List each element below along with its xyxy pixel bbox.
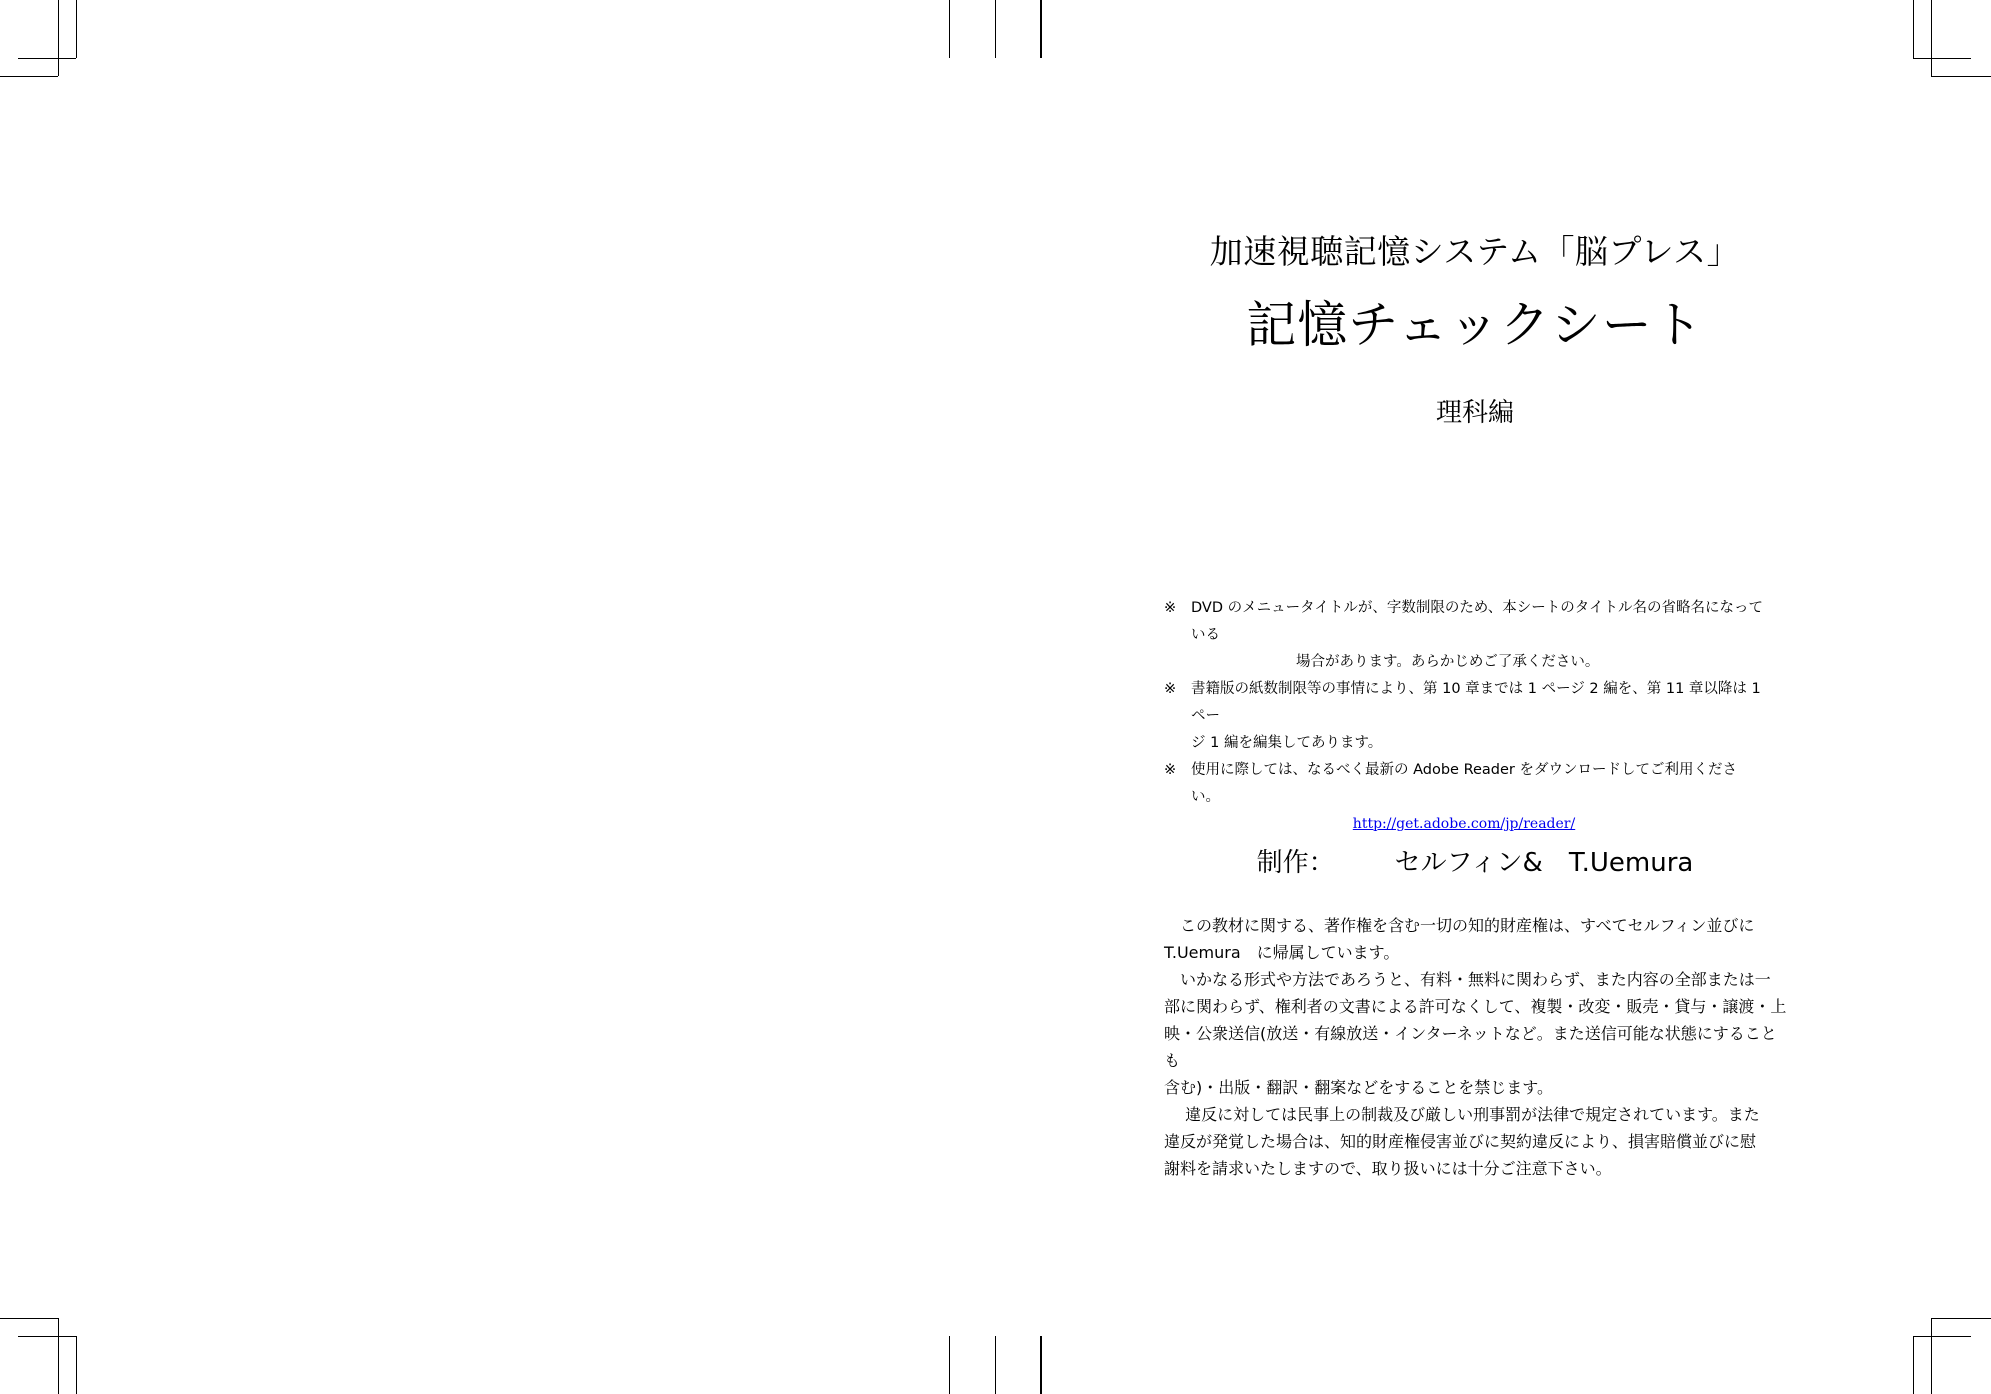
crop-mark — [949, 0, 950, 58]
page-title: 記憶チェックシート — [1246, 296, 1704, 354]
crop-mark — [1931, 1318, 1991, 1319]
note-text: 使用に際しては、なるべく最新の Adobe Reader をダウンロードしてご利用ください。 — [1191, 762, 1738, 805]
rights-line: この教材に関する、著作権を含む一切の知的財産権は、すべてセルフィン並びに — [1164, 916, 1755, 935]
crop-mark — [76, 1336, 77, 1394]
note-text: DVD のメニュータイトルが、字数制限のため、本シートのタイトル名の省略名になっている — [1191, 600, 1763, 643]
crop-mark — [58, 1318, 59, 1394]
note-item — [1164, 595, 1764, 676]
crop-mark — [1931, 1318, 1932, 1394]
note-item — [1164, 676, 1764, 757]
crop-mark — [76, 0, 77, 58]
adobe-reader-link[interactable]: http://get.adobe.com/jp/reader/ — [1352, 816, 1576, 832]
crop-mark — [1913, 58, 1971, 59]
cover-page — [1150, 0, 1800, 1394]
notes-list — [1164, 595, 1764, 838]
rights-line: いかなる形式や方法であろうと、有料・無料に関わらず、また内容の全部または一 — [1164, 970, 1771, 989]
note-mark: ※ — [1164, 600, 1177, 616]
note-mark: ※ — [1164, 762, 1177, 778]
link-row — [1164, 811, 1764, 838]
section-title: 理科編 — [1435, 398, 1514, 428]
crop-mark — [18, 58, 76, 59]
crop-mark — [1913, 1336, 1914, 1394]
rights-notice — [1164, 912, 1789, 1182]
note-mark: ※ — [1164, 681, 1177, 697]
crop-mark — [1913, 0, 1914, 58]
crop-mark — [0, 76, 58, 77]
crop-mark — [1931, 0, 1932, 76]
credit-label: 制作： — [1256, 848, 1335, 878]
crop-mark — [18, 1336, 76, 1337]
crop-mark — [1913, 1336, 1971, 1337]
credit-authors: セルフィン& T.Uemura — [1394, 848, 1694, 878]
crop-mark — [1040, 1336, 1042, 1394]
note-text: ジ 1 編を編集してあります。 — [1191, 735, 1383, 751]
rights-line: 違反に対しては民事上の制裁及び厳しい刑事罰が法律で規定されています。また — [1164, 1105, 1760, 1124]
note-text: 場合があります。あらかじめご了承ください。 — [1296, 654, 1600, 670]
rights-line: 違反が発覚した場合は、知的財産権侵害並びに契約違反により、損害賠償並びに慰 — [1164, 1132, 1757, 1151]
crop-mark — [1931, 76, 1991, 77]
crop-mark — [1040, 0, 1042, 58]
rights-line: T.Uemura に帰属しています。 — [1164, 943, 1400, 962]
page-subtitle: 加速視聴記憶システム「脳プレス」 — [1209, 232, 1741, 271]
rights-line: 謝料を請求いたしますので、取り扱いには十分ご注意下さい。 — [1164, 1159, 1612, 1178]
rights-line: 部に関わらず、権利者の文書による許可なくして、複製・改変・販売・貸与・譲渡・上 — [1164, 997, 1787, 1016]
crop-mark — [949, 1336, 950, 1394]
rights-line: 含む)・出版・翻訳・翻案などをすることを禁じます。 — [1164, 1078, 1553, 1097]
note-text: 書籍版の紙数制限等の事情により、第 10 章までは 1 ページ 2 編を、第 11 章以降は 1 ペー — [1191, 681, 1761, 724]
crop-mark — [995, 0, 996, 58]
crop-mark — [0, 1318, 58, 1319]
crop-mark — [58, 0, 59, 76]
credit-line — [1150, 842, 1800, 879]
rights-line: 映・公衆送信(放送・有線放送・インターネットなど。また送信可能な状態にすることも — [1164, 1024, 1777, 1070]
crop-mark — [995, 1336, 996, 1394]
note-item — [1164, 757, 1764, 811]
